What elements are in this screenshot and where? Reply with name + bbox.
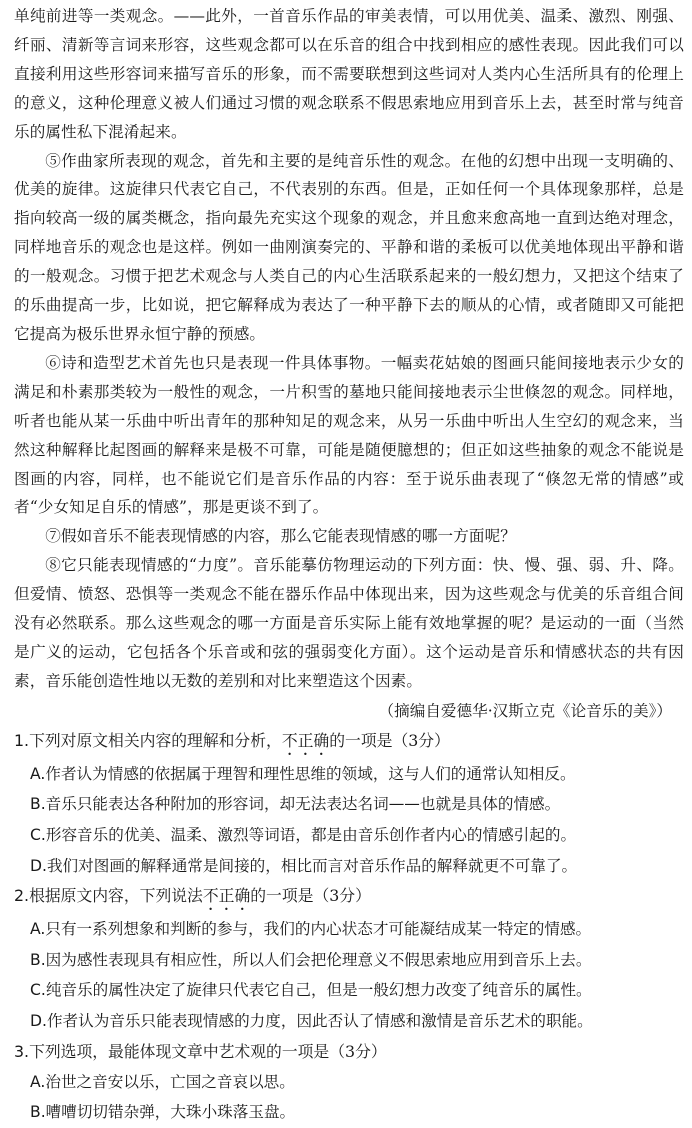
option-b[interactable]: B.因为感性表现具有相应性，所以人们会把伦理意义不假思索地应用到音乐上去。 [30,950,592,969]
stem-emphasis: 不正确 [202,886,251,906]
option-a[interactable]: A.治世之音安以乐，亡国之音哀以思。 [30,1072,295,1091]
stem-text: 3.下列选项，最能体现文章中艺术观的一项是 [14,1041,330,1061]
question-stem [14,726,684,759]
option-b[interactable]: B.嘈嘈切切错杂弹，大珠小珠落玉盘。 [30,1103,296,1122]
question-points: （3分） [329,1041,387,1061]
option-c[interactable]: C.纯音乐的属性决定了旋律只代表它自己，但是一般幻想力改变了纯音乐的属性。 [30,981,592,1000]
passage-paragraph-6: ⑥诗和造型艺术首先也只是表现一件具体事物。一幅卖花姑娘的图画只能间接地表示少女的满足和朴素那类较为一般性的观念，一片积雪的墓地只能间接地表示尘世倏忽的观念。同样地，听者也能从某一乐曲中听出青年的那种知足的观念来，从另一乐曲中听出人生空幻的观念来，当然这种解释比起图画的解释来是极不可靠，可能是随便臆想的；但正如这些抽象的观念不能说是图画的内容，同样，也不能说它们是音乐作品的内容：至于说乐曲表现了“倏忽无常的情感”或者“少女知足自乐的情感”，那是更谈不到了。 [14,353,684,517]
option-b[interactable]: B.音乐只能表达各种附加的形容词，却无法表达名词——也就是具体的情感。 [30,795,561,814]
passage-paragraph-8: ⑧它只能表现情感的“力度”。音乐能摹仿物理运动的下列方面：快、慢、强、弱、升、降。但爱情、愤怒、恐惧等一类观念不能在器乐作品中体现出来，因为这些观念与优美的乐音组合间没有必然联系。那么这些观念的哪一方面是音乐实际上能有效地掌握的呢？是运动的一面（当然是广义的运动，它包括各个乐音或和弦的强弱变化方面）。这个运动是音乐和情感状态的共有因素，音乐能创造性地以无数的差别和对比来塑造这个因素。 [14,556,684,690]
passage-paragraph-continued: 单纯前进等一类观念。——此外，一首音乐作品的审美表情，可以用优美、温柔、激烈、刚强、纤丽、清新等言词来形容，这些观念都可以在乐音的组合中找到相应的感性表现。因此我们可以直接利用这些形容词来描写音乐的形象，而不需要联想到这些词对人类内心生活所具有的伦理上的意义，这种伦理意义被人们通过习惯的观念联系不假思索地应用到音乐上去，甚至时常与纯音乐的属性私下混淆起来。 [14,7,684,141]
option-d[interactable]: D.我们对图画的解释通常是间接的，相比而言对音乐作品的解释就更不可靠了。 [30,856,578,875]
stem-emphasis: 不正确 [281,730,330,750]
reading-passage [14,2,684,726]
option-d[interactable]: D.作者认为音乐只能表现情感的力度，因此否认了情感和激情是音乐艺术的职能。 [30,1011,593,1030]
option-c[interactable]: C.形容音乐的优美、温柔、激烈等词语，都是由音乐创作者内心的情感引起的。 [30,825,577,844]
stem-text: 1.下列对原文相关内容的理解和分析， [14,730,282,750]
stem-text: 2.根据原文内容，下列说法 [14,886,203,906]
option-a[interactable]: A.只有一系列想象和判断的参与，我们的内心状态才可能凝结成某一特定的情感。 [30,920,592,939]
question-1 [14,726,684,881]
question-stem [14,1037,684,1067]
question-points: （3分） [392,730,450,750]
stem-text-end: 的一项是 [329,730,393,750]
question-points: （3分） [313,886,371,906]
passage-paragraph-5: ⑤作曲家所表现的观念，首先和主要的是纯音乐性的观念。在他的幻想中出现一支明确的、优美的旋律。这旋律只代表它自己，不代表别的东西。但是，正如任何一个具体现象那样，总是指向较高一级的属类概念，指向最先充实这个现象的观念，并且愈来愈高地一直到达绝对理念，同样地音乐的观念也是这样。例如一曲刚演奏完的、平静和谐的柔板可以优美地体现出平静和谐的一般观念。习惯于把艺术观念与人类自己的内心生活联系起来的一般幻想力，又把这个结束了的乐曲提高一步，比如说，把它解释成为表达了一种平静下去的顺从的心情，或者随即又可能把它提高为极乐世界永恒宁静的预感。 [14,151,684,343]
passage-source: （摘编自爱德华·汉斯立克《论音乐的美》） [378,701,672,720]
question-3 [14,1037,684,1128]
question-stem [14,881,684,914]
stem-text-end: 的一项是 [250,886,314,906]
passage-paragraph-7: ⑦假如音乐不能表现情感的内容，那么它能表现情感的哪一方面呢？ [45,527,517,546]
question-2 [14,881,684,1036]
option-a[interactable]: A.作者认为情感的依据属于理智和理性思维的领域，这与人们的通常认知相反。 [30,764,576,783]
